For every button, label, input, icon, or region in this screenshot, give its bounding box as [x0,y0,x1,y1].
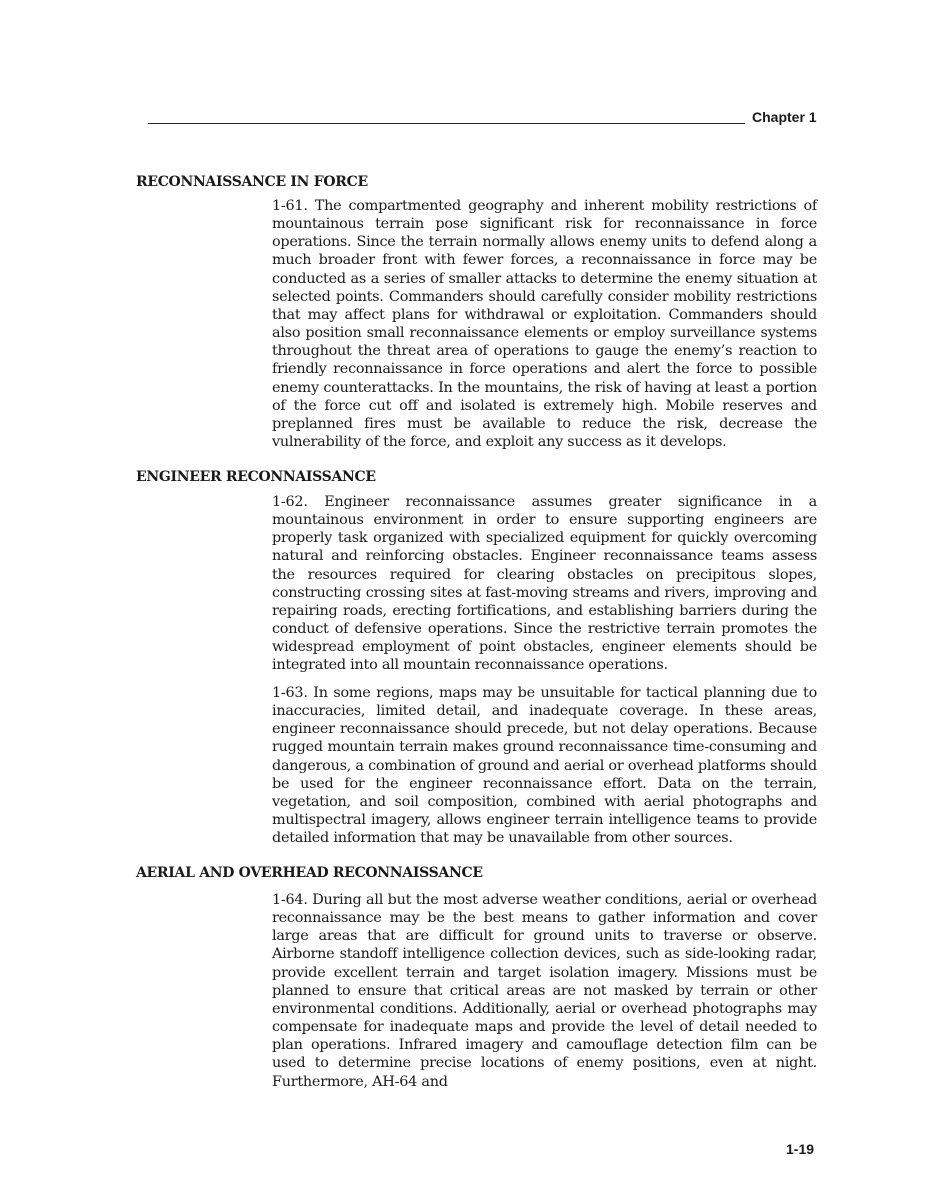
section-heading-engineer-reconnaissance: ENGINEER RECONNAISSANCE [136,469,376,485]
chapter-label: Chapter 1 [752,109,817,125]
section-heading-aerial-and-overhead-reconnaissance: AERIAL AND OVERHEAD RECONNAISSANCE [136,865,483,881]
section-heading-reconnaissance-in-force: RECONNAISSANCE IN FORCE [136,174,368,190]
header-rule [148,123,745,124]
paragraph-1-61: 1-61. The compartmented geography and inherent mobility restrictions of mountainous terrain pose significant risk for reconnaissance in force operations. Since the terrain normally allows enemy units to defend along a much broader front with fewer forces, a reconnaissance in force may be conducted as a series of smaller attacks to determine the enemy situation at selected points. Commanders should carefully consider mobility restrictions that may affect plans for withdrawal or exploitation. Commanders should also position small reconnaissance elements or employ surveillance systems throughout the threat area of operations to gauge the enemy’s reaction to friendly reconnaissance in force operations and alert the force to possible enemy counterattacks. In the mountains, the risk of having at least a portion of the force cut off and isolated is extremely high. Mobile reserves and preplanned fires must be available to reduce the risk, decrease the vulnerability of the force, and exploit any success as it develops. [272,198,817,451]
page-number: 1-19 [786,1141,815,1157]
paragraph-1-63: 1-63. In some regions, maps may be unsuitable for tactical planning due to inaccuracies, limited detail, and inadequate coverage. In these areas, engineer reconnaissance should precede, but not delay operations. Because rugged mountain terrain makes ground reconnaissance time-consuming and dangerous, a combination of ground and aerial or overhead platforms should be used for the engineer reconnaissance effort. Data on the terrain, vegetation, and soil composition, combined with aerial photographs and multispectral imagery, allows engineer terrain intelligence teams to provide detailed information that may be unavailable from other sources. [272,685,817,847]
paragraph-1-64: 1-64. During all but the most adverse weather conditions, aerial or overhead reconnaissance may be the best means to gather information and cover large areas that are difficult for ground units to traverse or observe. Airborne standoff intelligence collection devices, such as side-looking radar, provide excellent terrain and target isolation imagery. Missions must be planned to ensure that critical areas are not masked by terrain or other environmental conditions. Additionally, aerial or overhead photographs may compensate for inadequate maps and provide the level of detail needed to plan operations. Infrared imagery and camouflage detection film can be used to determine precise locations of enemy positions, even at night. Furthermore, AH-64 and [272,892,817,1090]
paragraph-1-62: 1-62. Engineer reconnaissance assumes greater significance in a mountainous environment in order to ensure supporting engineers are properly task organized with specialized equipment for quickly overcoming natural and reinforcing obstacles. Engineer reconnaissance teams assess the resources required for clearing obstacles on precipitous slopes, constructing crossing sites at fast-moving streams and rivers, improving and repairing roads, erecting fortifications, and establishing barriers during the conduct of defensive operations. Since the restrictive terrain promotes the widespread employment of point obstacles, engineer elements should be integrated into all mountain reconnaissance operations. [272,494,817,674]
